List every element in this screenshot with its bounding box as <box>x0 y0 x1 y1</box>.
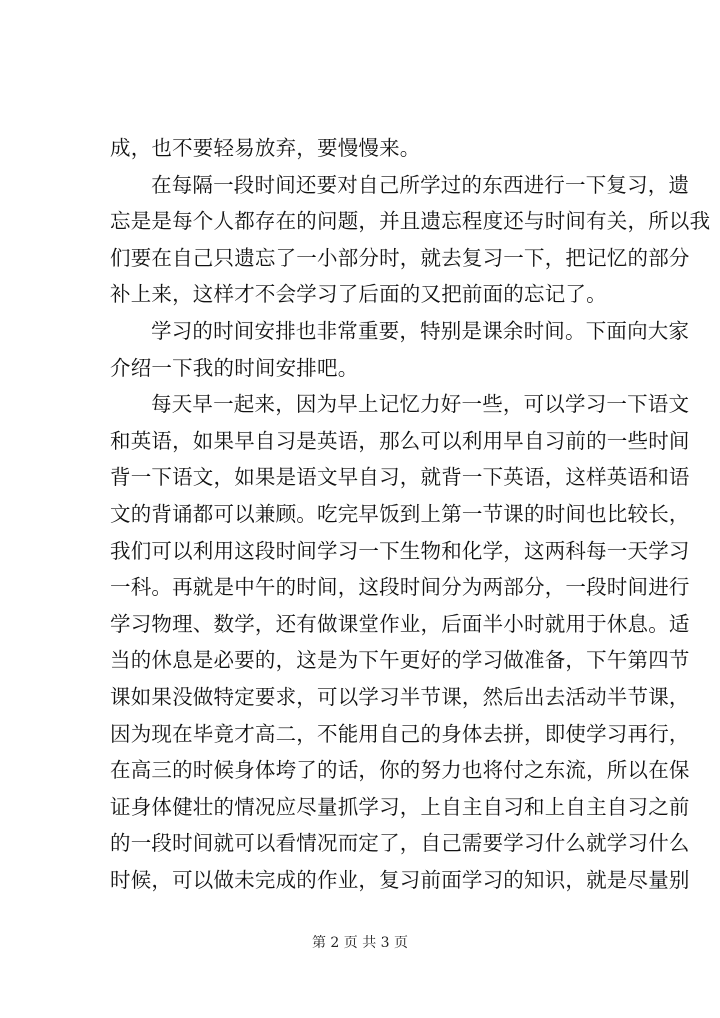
text-line: 忘是是每个人都存在的问题，并且遗忘程度还与时间有关，所以我 <box>110 209 711 234</box>
text-line: 当的休息是必要的，这是为下午更好的学习做准备，下午第四节 <box>110 648 690 673</box>
text-line: 背一下语文，如果是语文早自习，就背一下英语，这样英语和语 <box>110 465 690 490</box>
text-line: 一科。再就是中午的时间，这段时间分为两部分，一段时间进行 <box>110 575 690 600</box>
text-line: 的一段时间就可以看情况而定了，自己需要学习什么就学习什么 <box>110 831 690 856</box>
text-line: 成，也不要轻易放弃，要慢慢来。 <box>110 136 421 160</box>
text-line: 们要在自己只遗忘了一小部分时，就去复习一下，把记忆的部分 <box>110 245 690 270</box>
text-line: 介绍一下我的时间安排吧。 <box>110 355 359 380</box>
text-line: 课如果没做特定要求，可以学习半节课，然后出去活动半节课， <box>110 684 690 709</box>
text-line: 和英语，如果早自习是英语，那么可以利用早自习前的一些时间 <box>110 428 690 453</box>
paragraph-start-line: 在每隔一段时间还要对自己所学过的东西进行一下复习，遗 <box>151 172 690 197</box>
body-text <box>110 130 711 898</box>
text-line: 因为现在毕竟才高二，不能用自己的身体去拼，即使学习再行， <box>110 721 690 746</box>
text-line: 时候，可以做未完成的作业，复习前面学习的知识，就是尽量别 <box>110 867 690 892</box>
paragraph-start-line: 学习的时间安排也非常重要，特别是课余时间。下面向大家 <box>151 318 690 343</box>
text-line: 学习物理、数学，还有做课堂作业，后面半小时就用于休息。适 <box>110 611 690 636</box>
text-line: 我们可以利用这段时间学习一下生物和化学，这两科每一天学习 <box>110 538 690 563</box>
paragraph-start-line: 每天早一起来，因为早上记忆力好一些，可以学习一下语文 <box>151 392 690 417</box>
text-line: 在高三的时候身体垮了的话，你的努力也将付之东流，所以在保 <box>110 758 690 783</box>
text-line: 补上来，这样才不会学习了后面的又把前面的忘记了。 <box>110 282 607 307</box>
text-line: 文的背诵都可以兼顾。吃完早饭到上第一节课的时间也比较长， <box>110 501 690 526</box>
page-number-footer: 第 2 页 共 3 页 <box>311 935 409 951</box>
text-line: 证身体健壮的情况应尽量抓学习，上自主自习和上自主自习之前 <box>110 794 690 819</box>
